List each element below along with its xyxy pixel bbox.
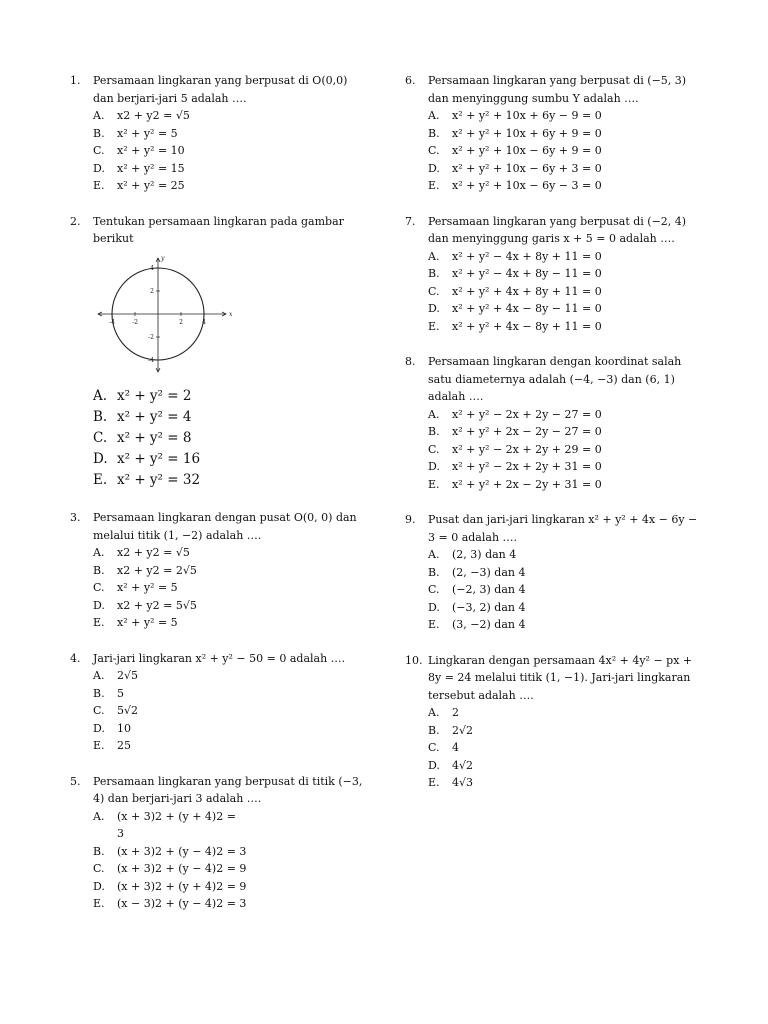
option-text: x² + y² = 8 <box>117 430 192 446</box>
option-text: x² + y² + 10x + 6y + 9 = 0 <box>452 126 602 140</box>
answer-option <box>93 895 370 913</box>
left-column <box>70 72 370 931</box>
answer-option <box>93 428 370 449</box>
y-axis-label: y <box>161 254 165 262</box>
option-letter: B. <box>93 409 108 425</box>
answer-option <box>93 667 370 685</box>
option-text: 5√2 <box>117 704 139 717</box>
answer-option <box>93 702 370 720</box>
question-text: Persamaan lingkaran dengan koordinat salah satu diameternya adalah (−4, −3) dan (6, 1) adalah …. <box>428 355 682 403</box>
option-text: (2, −3) dan 4 <box>452 565 526 579</box>
option-text: x² + y² + 10x − 6y − 3 = 0 <box>452 179 602 192</box>
question-number: 5. <box>70 774 81 788</box>
option-text: 5 <box>117 686 124 700</box>
answer-option <box>93 449 370 470</box>
answer-option <box>428 107 705 125</box>
right-column <box>405 72 705 810</box>
answer-options <box>428 704 705 792</box>
option-letter: D. <box>428 460 440 473</box>
option-letter: E. <box>93 897 105 910</box>
option-text: x² + y² + 2x − 2y − 27 = 0 <box>452 425 602 438</box>
answer-option <box>93 614 370 632</box>
question-item <box>70 72 370 195</box>
x-tick-label: 4 <box>202 318 206 326</box>
option-text: 10 <box>117 721 131 735</box>
answer-option <box>93 177 370 195</box>
answer-option <box>428 458 705 476</box>
answer-option <box>428 704 705 722</box>
answer-option <box>93 685 370 703</box>
option-text: 4 <box>452 741 459 754</box>
answer-option <box>428 125 705 143</box>
answer-option <box>93 562 370 580</box>
option-text: 3 <box>117 827 124 840</box>
answer-option <box>428 599 705 617</box>
option-letter: D. <box>93 598 105 612</box>
option-text: x² + y² − 2x + 2y + 29 = 0 <box>452 442 602 456</box>
option-text: x² + y² = 5 <box>117 126 178 140</box>
answer-option <box>428 300 705 318</box>
option-letter: A. <box>428 407 440 421</box>
option-letter: A. <box>428 706 440 719</box>
option-text: 4√3 <box>452 776 474 789</box>
answer-option <box>428 248 705 266</box>
option-text: (3, −2) dan 4 <box>452 618 526 631</box>
answer-option <box>93 597 370 615</box>
answer-option <box>428 546 705 564</box>
question-number: 7. <box>405 214 416 228</box>
answer-options <box>93 386 370 491</box>
question-number: 2. <box>70 214 81 228</box>
option-letter: B. <box>428 267 440 280</box>
option-letter: D. <box>93 879 105 893</box>
question-text: Persamaan lingkaran yang berpusat di O(0,0) dan berjari-jari 5 adalah …. <box>93 74 348 105</box>
answer-options <box>93 107 370 195</box>
option-letter: B. <box>428 723 440 737</box>
question-text: Tentukan persamaan lingkaran pada gambar berikut <box>93 214 344 245</box>
option-text: x2 + y2 = 5√5 <box>117 598 197 612</box>
option-text: x² + y² − 4x + 8y − 11 = 0 <box>452 267 602 280</box>
question-text: Persamaan lingkaran yang berpusat di (−2, 4) dan menyinggung garis x + 5 = 0 adalah …. <box>428 214 687 245</box>
option-letter: E. <box>93 616 105 629</box>
answer-option <box>93 737 370 755</box>
option-letter: C. <box>428 144 440 157</box>
answer-option <box>93 843 370 861</box>
y-tick-label: 4 <box>150 264 154 272</box>
question-item <box>70 773 370 913</box>
question-item <box>405 213 705 336</box>
option-letter: C. <box>428 583 440 596</box>
question-item <box>405 72 705 195</box>
y-tick-label: -2 <box>148 333 154 341</box>
option-text: 2√5 <box>117 669 139 682</box>
option-letter: A. <box>428 548 440 561</box>
x-tick-label: 2 <box>179 318 183 326</box>
option-letter: B. <box>428 126 440 140</box>
answer-option <box>93 107 370 125</box>
option-text: (x + 3)2 + (y + 4)2 = <box>117 809 236 823</box>
option-text: 25 <box>117 739 131 752</box>
option-letter: E. <box>93 739 105 752</box>
answer-options <box>93 808 370 913</box>
answer-option <box>428 177 705 195</box>
option-text: x² + y² = 16 <box>117 451 201 467</box>
answer-option <box>428 142 705 160</box>
answer-option <box>428 265 705 283</box>
option-letter: A. <box>93 388 108 404</box>
question-number: 9. <box>405 513 416 526</box>
option-letter: E. <box>428 319 440 333</box>
option-letter: B. <box>93 686 105 700</box>
option-text: x² + y² − 2x + 2y + 31 = 0 <box>452 460 602 473</box>
option-text: x² + y² + 4x − 8y + 11 = 0 <box>452 319 602 333</box>
x-tick-label: -4 <box>109 318 115 326</box>
option-text: x² + y² = 4 <box>117 409 192 425</box>
answer-option <box>428 406 705 424</box>
option-text: x² + y² − 2x + 2y − 27 = 0 <box>452 407 602 421</box>
option-letter: A. <box>93 546 105 559</box>
question-item <box>70 213 370 492</box>
option-letter: B. <box>428 425 440 438</box>
option-text: 2√2 <box>452 723 474 737</box>
answer-option <box>428 774 705 792</box>
answer-option <box>93 579 370 597</box>
answer-option <box>428 564 705 582</box>
option-letter: A. <box>428 109 440 122</box>
option-text: x2 + y2 = 2√5 <box>117 563 197 577</box>
option-letter: D. <box>93 161 105 175</box>
option-text: x² + y² = 15 <box>117 161 185 175</box>
y-tick-label: 2 <box>150 287 154 295</box>
option-letter: A. <box>93 809 105 823</box>
answer-options <box>93 544 370 632</box>
answer-option <box>428 722 705 740</box>
option-text: 2 <box>452 706 459 719</box>
option-text: (x + 3)2 + (y − 4)2 = 3 <box>117 844 247 858</box>
answer-option <box>93 386 370 407</box>
answer-options <box>428 107 705 195</box>
answer-option <box>93 878 370 896</box>
question-number: 1. <box>70 74 81 87</box>
option-letter: E. <box>428 618 440 631</box>
option-letter: C. <box>93 581 105 594</box>
option-letter: D. <box>428 161 440 175</box>
answer-option <box>428 616 705 634</box>
option-letter: D. <box>93 721 105 735</box>
question-text: Persamaan lingkaran yang berpusat di titik (−3, 4) dan berjari-jari 3 adalah …. <box>93 774 363 805</box>
x-axis-label: x <box>229 310 233 318</box>
question-item <box>405 511 705 634</box>
answer-option <box>93 720 370 738</box>
option-text: x² + y² = 2 <box>117 388 192 404</box>
option-letter: C. <box>93 862 105 875</box>
answer-options <box>428 546 705 634</box>
option-text: (x + 3)2 + (y − 4)2 = 9 <box>117 862 247 875</box>
question-number: 3. <box>70 511 81 524</box>
question-text: Jari-jari lingkaran x² + y² − 50 = 0 adalah …. <box>93 651 346 665</box>
option-letter: D. <box>428 758 440 772</box>
option-letter: A. <box>428 249 440 263</box>
option-letter: D. <box>93 451 108 467</box>
question-item <box>70 650 370 755</box>
circle-graph-figure <box>93 252 233 377</box>
option-text: x2 + y2 = √5 <box>117 109 190 122</box>
option-letter: C. <box>93 704 105 717</box>
answer-option <box>428 757 705 775</box>
option-letter: D. <box>428 600 440 614</box>
answer-option <box>93 470 370 491</box>
option-letter: C. <box>428 284 440 298</box>
answer-option <box>93 808 370 826</box>
option-text: x² + y² = 32 <box>117 472 201 488</box>
option-text: (x + 3)2 + (y + 4)2 = 9 <box>117 879 247 893</box>
option-letter: E. <box>93 472 108 488</box>
option-letter: C. <box>93 430 108 446</box>
answer-option <box>93 142 370 160</box>
answer-option <box>428 476 705 494</box>
question-number: 6. <box>405 74 416 87</box>
answer-option <box>93 125 370 143</box>
option-letter: C. <box>428 741 440 754</box>
option-letter: B. <box>93 844 105 858</box>
option-text: (−3, 2) dan 4 <box>452 600 526 614</box>
answer-options <box>428 248 705 336</box>
option-text: 4√2 <box>452 758 474 772</box>
option-letter: E. <box>93 179 105 192</box>
question-item <box>70 509 370 632</box>
option-letter: E. <box>428 477 440 491</box>
option-letter: B. <box>428 565 440 579</box>
option-text: x² + y² = 5 <box>117 581 178 594</box>
question-item <box>405 353 705 493</box>
answer-option <box>93 544 370 562</box>
option-text: (−2, 3) dan 4 <box>452 583 526 596</box>
answer-option <box>428 160 705 178</box>
answer-option <box>93 160 370 178</box>
option-letter: A. <box>93 669 105 682</box>
option-letter: E. <box>428 776 440 789</box>
question-item <box>405 652 705 792</box>
option-text: x² + y² = 25 <box>117 179 185 192</box>
answer-options <box>93 667 370 755</box>
question-number: 4. <box>70 651 81 665</box>
answer-option <box>93 407 370 428</box>
question-text: Lingkaran dengan persamaan 4x² + 4y² − px + 8y = 24 melalui titik (1, −1). Jari-jari lingkaran tersebut adalah …. <box>428 653 693 702</box>
option-text: x² + y² + 10x − 6y + 3 = 0 <box>452 161 602 175</box>
option-letter: D. <box>428 302 440 315</box>
option-text: x² + y² = 10 <box>117 144 185 157</box>
question-text: Persamaan lingkaran yang berpusat di (−5, 3) dan menyinggung sumbu Y adalah …. <box>428 74 687 105</box>
option-letter: B. <box>93 563 105 577</box>
answer-option <box>428 283 705 301</box>
answer-option <box>428 739 705 757</box>
option-text: x² + y² − 4x + 8y + 11 = 0 <box>452 249 602 263</box>
question-text: Persamaan lingkaran dengan pusat O(0, 0) dan melalui titik (1, −2) adalah …. <box>93 511 357 542</box>
option-letter: B. <box>93 126 105 140</box>
option-text: (2, 3) dan 4 <box>452 548 517 561</box>
option-letter: C. <box>93 144 105 157</box>
option-letter: A. <box>93 109 105 122</box>
question-text: Pusat dan jari-jari lingkaran x² + y² + 4x − 6y − 3 = 0 adalah …. <box>428 513 698 544</box>
question-number: 8. <box>405 355 416 368</box>
option-text: x² + y² + 4x + 8y + 11 = 0 <box>452 284 602 298</box>
option-text: (x − 3)2 + (y − 4)2 = 3 <box>117 897 247 910</box>
option-text: x² + y² = 5 <box>117 616 178 629</box>
answer-options <box>428 406 705 494</box>
answer-option <box>428 581 705 599</box>
answer-option <box>93 860 370 878</box>
option-text: x² + y² + 10x + 6y − 9 = 0 <box>452 109 602 122</box>
y-tick-label: -4 <box>148 356 154 364</box>
option-text: x² + y² + 2x − 2y + 31 = 0 <box>452 477 602 491</box>
option-text: x² + y² + 10x − 6y + 9 = 0 <box>452 144 602 157</box>
option-text: x2 + y2 = √5 <box>117 546 190 559</box>
answer-option <box>428 318 705 336</box>
answer-option <box>428 441 705 459</box>
option-text: x² + y² + 4x − 8y − 11 = 0 <box>452 302 602 315</box>
option-letter: E. <box>428 179 440 192</box>
answer-option <box>428 423 705 441</box>
answer-option <box>93 825 370 843</box>
x-tick-label: -2 <box>132 318 138 326</box>
option-letter: C. <box>428 442 440 456</box>
question-number: 10. <box>405 653 423 667</box>
